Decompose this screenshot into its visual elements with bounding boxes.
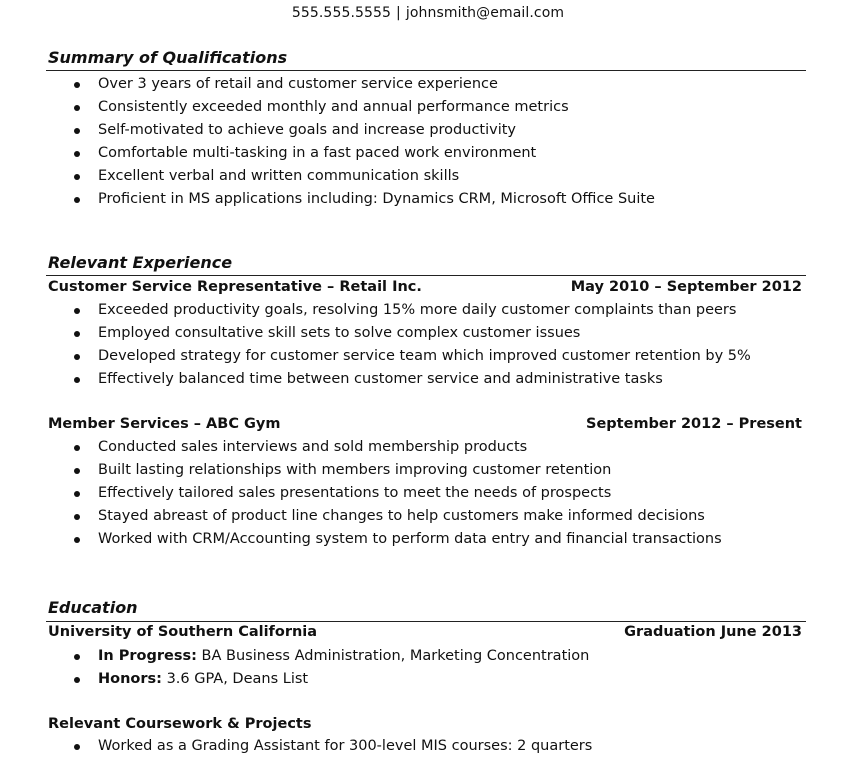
bullet-icon <box>74 331 80 337</box>
list-item: Worked as a Grading Assistant for 300-level MIS courses: 2 quarters <box>74 735 592 758</box>
bullet-icon <box>74 174 80 180</box>
bullet-icon <box>74 677 80 683</box>
bullet-icon <box>74 491 80 497</box>
list-item: Effectively balanced time between customer service and administrative tasks <box>74 368 751 391</box>
bullet-icon <box>74 654 80 660</box>
bullet-icon <box>74 744 80 750</box>
summary-divider <box>46 70 806 71</box>
bullet-icon <box>74 128 80 134</box>
job-2-list <box>74 436 722 551</box>
list-item: In Progress: BA Business Administration, Marketing Concentration <box>74 645 589 668</box>
contact-line <box>0 5 856 21</box>
experience-heading: Relevant Experience <box>48 253 233 272</box>
list-item: Proficient in MS applications including: Dynamics CRM, Microsoft Office Suite <box>74 188 655 211</box>
bullet-icon <box>74 308 80 314</box>
list-item: Employed consultative skill sets to solve complex customer issues <box>74 322 751 345</box>
job-dates-2: September 2012 – Present <box>586 416 802 432</box>
coursework-heading: Relevant Coursework & Projects <box>48 716 312 732</box>
list-item: Effectively tailored sales presentations to meet the needs of prospects <box>74 482 722 505</box>
email-address: johnsmith@email.com <box>405 5 565 21</box>
experience-divider <box>46 275 806 276</box>
school-name: University of Southern California <box>48 624 318 640</box>
phone-number: 555.555.5555 <box>291 5 392 21</box>
bullet-icon <box>74 105 80 111</box>
bullet-icon <box>74 151 80 157</box>
coursework-list <box>74 735 592 758</box>
education-heading: Education <box>48 598 138 617</box>
bullet-icon <box>74 197 80 203</box>
graduation-date: Graduation June 2013 <box>624 624 802 640</box>
summary-list <box>74 73 655 211</box>
job-title-2: Member Services – ABC Gym <box>48 416 281 432</box>
contact-separator: | <box>396 5 401 21</box>
bullet-icon <box>74 445 80 451</box>
bullet-icon <box>74 354 80 360</box>
bullet-icon <box>74 377 80 383</box>
bullet-icon <box>74 537 80 543</box>
bullet-icon <box>74 468 80 474</box>
list-item: Excellent verbal and written communication skills <box>74 165 655 188</box>
bullet-icon <box>74 514 80 520</box>
list-item: Stayed abreast of product line changes to help customers make informed decisions <box>74 505 722 528</box>
list-item: Conducted sales interviews and sold membership products <box>74 436 722 459</box>
job-1-list <box>74 299 751 391</box>
list-item: Consistently exceeded monthly and annual performance metrics <box>74 96 655 119</box>
bullet-icon <box>74 82 80 88</box>
list-item: Comfortable multi-tasking in a fast paced work environment <box>74 142 655 165</box>
list-item: Worked with CRM/Accounting system to perform data entry and financial transactions <box>74 528 722 551</box>
job-dates-1: May 2010 – September 2012 <box>570 279 802 295</box>
list-item: Exceeded productivity goals, resolving 15% more daily customer complaints than peers <box>74 299 751 322</box>
summary-heading: Summary of Qualifications <box>48 48 288 67</box>
list-item: Built lasting relationships with members improving customer retention <box>74 459 722 482</box>
list-item: Over 3 years of retail and customer service experience <box>74 73 655 96</box>
education-list <box>74 645 589 691</box>
education-divider <box>46 621 806 622</box>
list-item: Developed strategy for customer service team which improved customer retention by 5% <box>74 345 751 368</box>
job-title-1: Customer Service Representative – Retail Inc. <box>48 279 422 295</box>
list-item: Honors: 3.6 GPA, Deans List <box>74 668 589 691</box>
list-item: Self-motivated to achieve goals and increase productivity <box>74 119 655 142</box>
